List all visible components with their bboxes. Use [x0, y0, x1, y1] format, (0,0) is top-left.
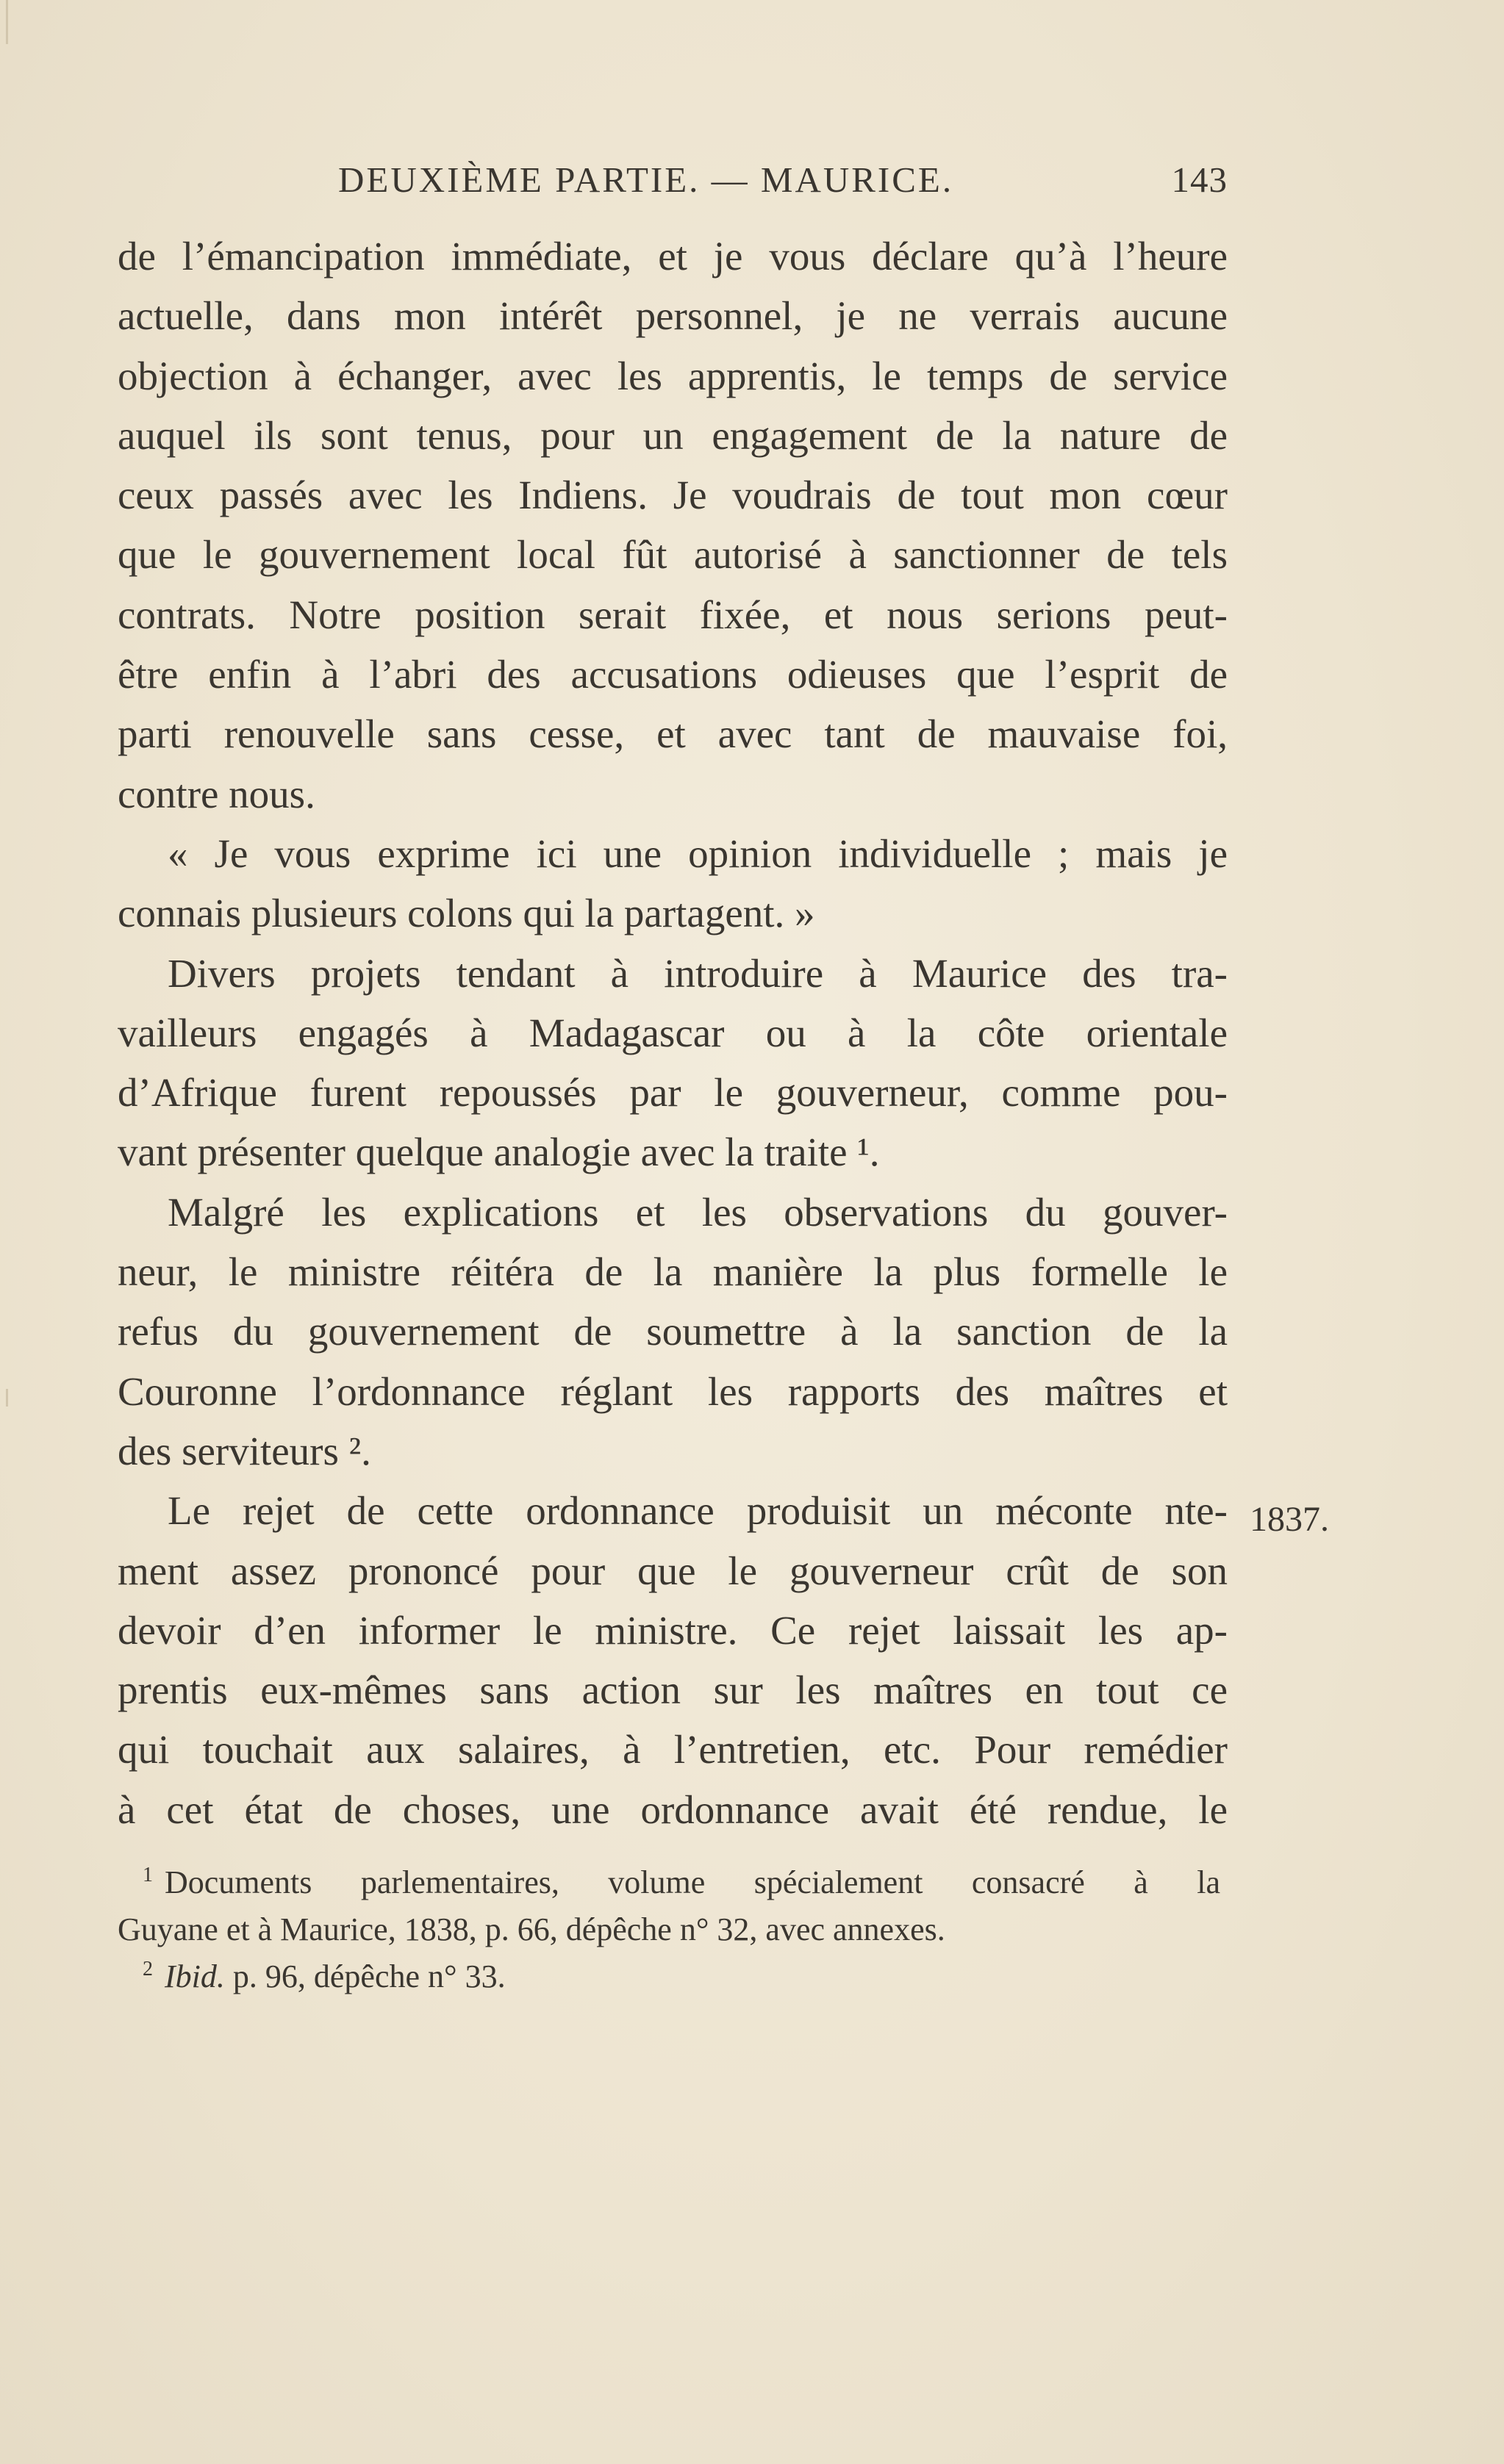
- page-header: [118, 147, 1228, 213]
- footnote-2: [118, 1953, 1220, 2000]
- text-line: parti renouvelle sans cesse, et avec tant de mauvaise foi,: [118, 711, 1228, 757]
- text-line: auquel ils sont tenus, pour un engagement de la nature de: [118, 412, 1228, 458]
- text-line: vant présenter quelque analogie avec la traite ¹.: [118, 1129, 880, 1175]
- text-line: « Je vous exprime ici une opinion individuelle ; mais je: [168, 830, 1228, 876]
- footnote-1-text: Documents parlementaires, volume spécialement consacré à la: [165, 1864, 1220, 1900]
- body-text: [118, 226, 1228, 1839]
- text-line: de l’émancipation immédiate, et je vous déclare qu’à l’heure: [118, 234, 1228, 279]
- text-line: vailleurs engagés à Madagascar ou à la côte orientale: [118, 1010, 1228, 1055]
- page-number: 143: [1171, 159, 1228, 200]
- footnote-1-line-1: [118, 1859, 1220, 1906]
- text-line: à cet état de choses, une ordonnance avait été rendue, le: [118, 1786, 1228, 1832]
- text-line: devoir d’en informer le ministre. Ce rejet laissait les ap-: [118, 1607, 1228, 1653]
- text-line: des serviteurs ².: [118, 1428, 371, 1473]
- running-head: DEUXIÈME PARTIE. — MAURICE.: [338, 159, 954, 200]
- text-line: contre nous.: [118, 771, 315, 816]
- text-line: que le gouvernement local fût autorisé à sanctionner de tels: [118, 532, 1228, 578]
- text-line: objection à échanger, avec les apprentis, le temps de service: [118, 353, 1228, 398]
- marginal-date: 1837.: [1250, 1500, 1329, 1539]
- footnote-2-ibid: Ibid.: [165, 1958, 225, 1994]
- text-line: contrats. Notre position serait fixée, et nous serions peut-: [118, 592, 1228, 637]
- gutter-mark: [6, 0, 8, 44]
- text-line: neur, le ministre réitéra de la manière la plus formelle le: [118, 1249, 1228, 1295]
- footnote-2-text: p. 96, dépêche n° 33.: [232, 1958, 506, 1994]
- text-line: prentis eux-mêmes sans action sur les maîtres en tout ce: [118, 1667, 1228, 1713]
- text-line: actuelle, dans mon intérêt personnel, je ne verrais aucune: [118, 293, 1228, 339]
- text-line: ment assez prononcé pour que le gouverneur crût de son: [118, 1548, 1228, 1593]
- text-line: Le rejet de cette ordonnance produisit un méconte nte-: [168, 1488, 1228, 1534]
- text-line: Malgré les explications et les observations du gouver-: [168, 1189, 1228, 1235]
- text-line: Couronne l’ordonnance réglant les rapports des maîtres et: [118, 1368, 1228, 1414]
- text-line: ceux passés avec les Indiens. Je voudrais de tout mon cœur: [118, 473, 1228, 518]
- text-line: être enfin à l’abri des accusations odieuses que l’esprit de: [118, 652, 1228, 697]
- footnote-1-mark: 1: [143, 1864, 153, 1887]
- text-line: qui touchait aux salaires, à l’entretien, etc. Pour remédier: [118, 1727, 1228, 1772]
- footnote-1-line-2: Guyane et à Maurice, 1838, p. 66, dépêche n° 32, avec annexes.: [118, 1911, 945, 1947]
- text-line: Divers projets tendant à introduire à Maurice des tra-: [168, 950, 1228, 996]
- text-line: d’Afrique furent repoussés par le gouverneur, comme pou-: [118, 1070, 1228, 1116]
- footnotes: [118, 1859, 1220, 2000]
- gutter-mark: [6, 1389, 8, 1407]
- text-line: refus du gouvernement de soumettre à la sanction de la: [118, 1309, 1228, 1354]
- footnote-2-mark: 2: [143, 1958, 153, 1981]
- text-line: connais plusieurs colons qui la partagent. »: [118, 891, 815, 936]
